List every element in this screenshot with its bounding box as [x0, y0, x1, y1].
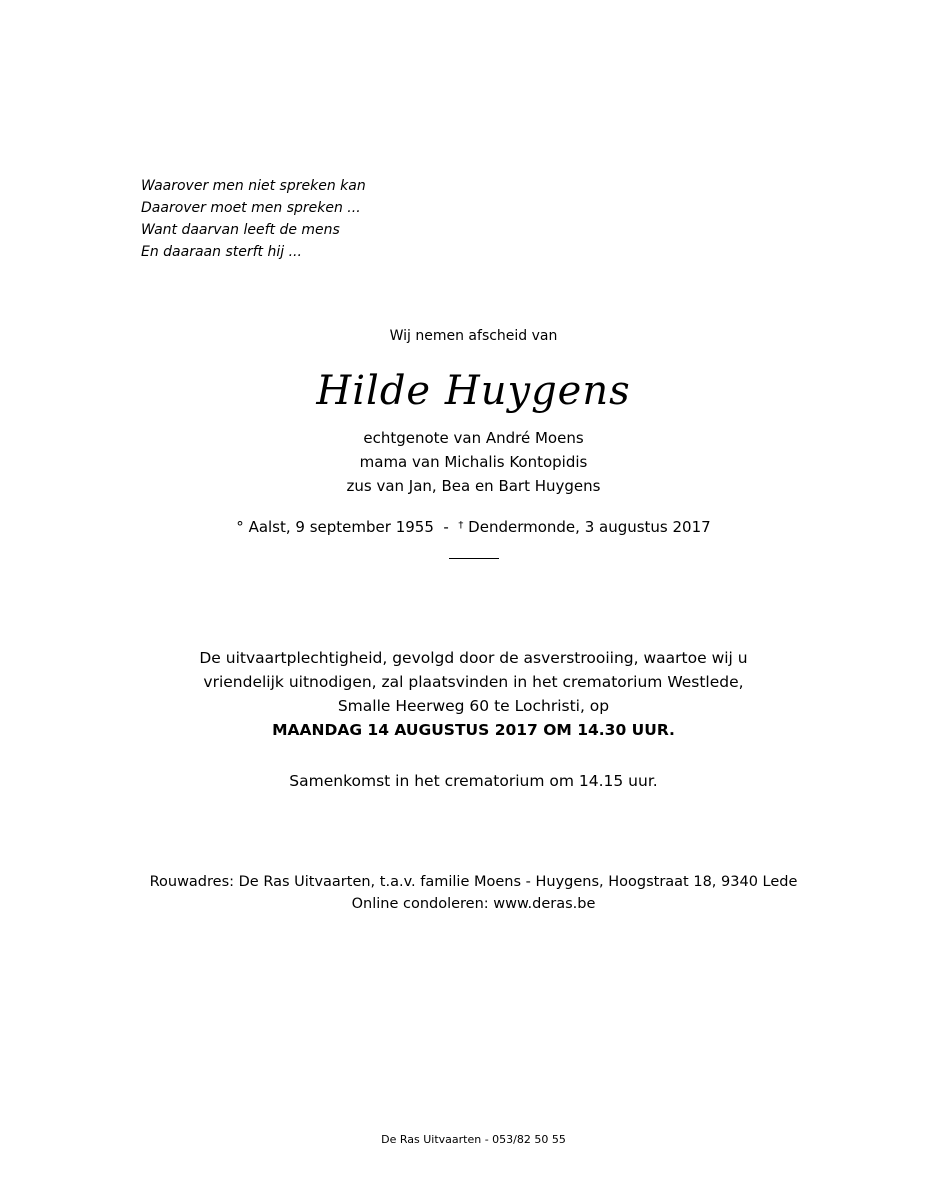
life-dates — [0, 518, 947, 536]
poem — [141, 175, 366, 263]
ceremony-line: Smalle Heerweg 60 te Lochristi, op — [337, 697, 610, 715]
divider-line — [449, 558, 499, 559]
mourning-address: Rouwadres: De Ras Uitvaarten, t.a.v. familie Moens - Huygens, Hoogstraat 18, 9340 Lede — [149, 874, 798, 890]
poem-line: Daarover moet men spreken ... — [141, 200, 361, 216]
poem-line: Waarover men niet spreken kan — [141, 178, 366, 194]
poem-line: Want daarvan leeft de mens — [141, 222, 340, 238]
relation-line: mama van Michalis Kontopidis — [359, 453, 588, 471]
ceremony-line: De uitvaartplechtigheid, gevolgd door de asverstrooiing, waartoe wij u — [199, 649, 748, 667]
relations — [0, 426, 947, 498]
ceremony-text — [0, 646, 947, 742]
relation-line: zus van Jan, Bea en Bart Huygens — [346, 477, 601, 495]
poem-line: En daaraan sterft hij ... — [141, 244, 302, 260]
online-condolence: Online condoleren: www.deras.be — [351, 896, 596, 912]
gathering-text: Samenkomst in het crematorium om 14.15 uur. — [289, 772, 658, 790]
cross-icon: † — [458, 520, 464, 531]
date-separator: - — [443, 518, 449, 536]
address-block — [0, 871, 947, 915]
ceremony-line: vriendelijk uitnodigen, zal plaatsvinden in het crematorium Westlede, — [203, 673, 744, 691]
deceased-name: Hilde Huygens — [316, 368, 631, 414]
footer-text: De Ras Uitvaarten - 053/82 50 55 — [381, 1133, 566, 1146]
birth-date: ° Aalst, 9 september 1955 — [236, 518, 434, 536]
relation-line: echtgenote van André Moens — [363, 429, 584, 447]
ceremony-datetime: MAANDAG 14 AUGUSTUS 2017 OM 14.30 UUR. — [272, 721, 675, 739]
intro-text: Wij nemen afscheid van — [389, 328, 558, 344]
death-date: Dendermonde, 3 augustus 2017 — [468, 518, 711, 536]
